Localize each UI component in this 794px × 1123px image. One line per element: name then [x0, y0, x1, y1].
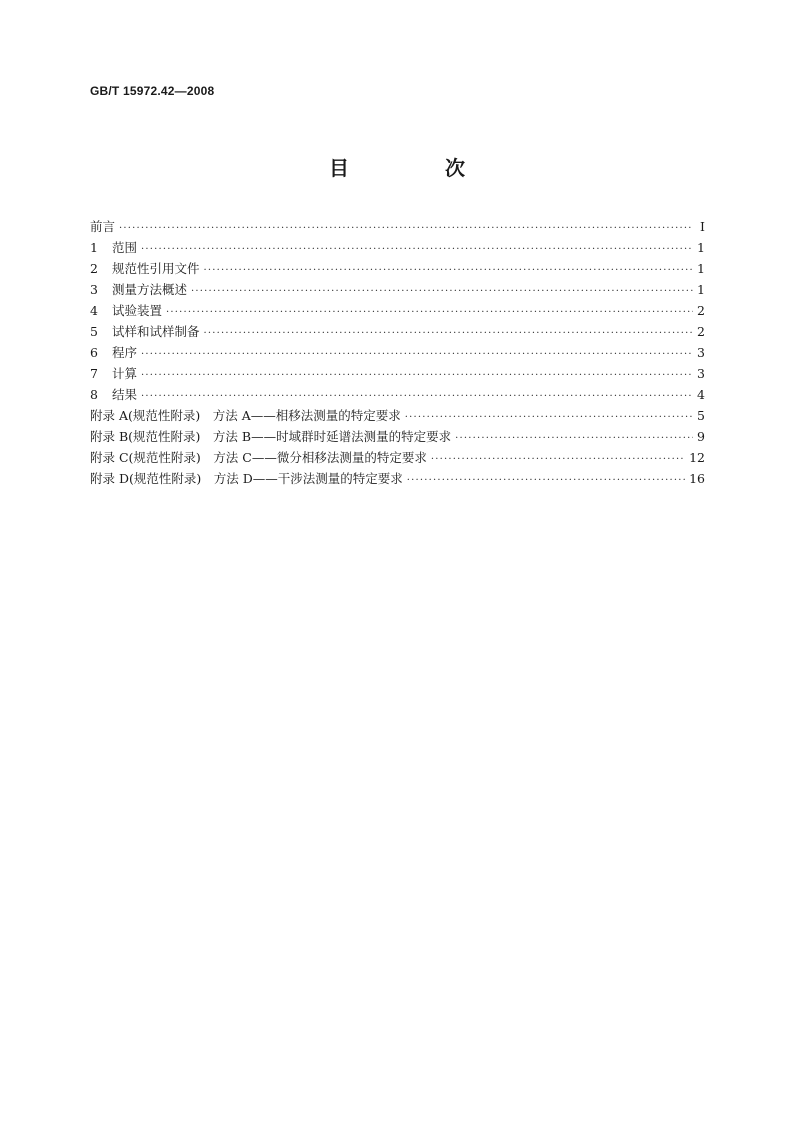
- toc-entry-label: 测量方法概述: [112, 282, 188, 297]
- dot-leader: [166, 302, 693, 323]
- toc-entry-page: 1: [697, 282, 705, 297]
- toc-entry-page: 9: [697, 429, 705, 444]
- toc-entry-annex-a[interactable]: [90, 405, 705, 426]
- toc-entry-calculation[interactable]: [90, 363, 705, 384]
- dot-leader: [204, 323, 693, 344]
- toc-entry-page: Ⅰ: [700, 219, 705, 234]
- dot-leader: [191, 281, 693, 302]
- toc-entry-page: 1: [697, 240, 705, 255]
- dot-leader: [405, 407, 693, 428]
- toc-entry-method-overview[interactable]: [90, 279, 705, 300]
- dot-leader: [455, 428, 693, 449]
- toc-entry-number: 5: [90, 324, 98, 339]
- toc-entry-annex-d[interactable]: [90, 468, 705, 489]
- toc-entry-label: 范围: [112, 240, 138, 255]
- toc-entry-label: 试样和试样制备: [112, 324, 200, 339]
- toc-entry-scope[interactable]: [90, 237, 705, 258]
- toc-entry-label: 程序: [112, 345, 138, 360]
- toc-entry-number: 4: [90, 303, 98, 318]
- toc-entry-number: 8: [90, 387, 98, 402]
- toc-entry-label: 结果: [112, 387, 138, 402]
- toc-entry-page: 5: [697, 408, 705, 423]
- toc-entry-annex-b[interactable]: [90, 426, 705, 447]
- toc-entry-apparatus[interactable]: [90, 300, 705, 321]
- dot-leader: [407, 470, 685, 491]
- toc-entry-label: 试验装置: [112, 303, 163, 318]
- toc-entry-foreword[interactable]: [90, 216, 705, 237]
- toc-entry-number: 1: [90, 240, 98, 255]
- standard-code: GB/T 15972.42—2008: [90, 84, 215, 98]
- dot-leader: [141, 386, 693, 407]
- toc-entry-page: 3: [697, 345, 705, 360]
- toc-entry-page: 16: [689, 471, 705, 486]
- toc-entry-results[interactable]: [90, 384, 705, 405]
- dot-leader: [141, 239, 693, 260]
- toc-entry-number: 3: [90, 282, 98, 297]
- toc-entry-label: 附录 A(规范性附录) 方法 A——相移法测量的特定要求: [90, 408, 401, 423]
- dot-leader: [141, 365, 693, 386]
- toc-entry-page: 2: [697, 324, 705, 339]
- toc-entry-page: 1: [697, 261, 705, 276]
- toc-entry-page: 2: [697, 303, 705, 318]
- toc-entry-label: 附录 C(规范性附录) 方法 C——微分相移法测量的特定要求: [90, 450, 427, 465]
- toc-entry-label: 规范性引用文件: [112, 261, 200, 276]
- toc-entry-label: 前言: [90, 219, 116, 234]
- toc-entry-page: 3: [697, 366, 705, 381]
- page-title: 目 次: [329, 156, 503, 180]
- dot-leader: [141, 344, 693, 365]
- toc-entry-label: 附录 B(规范性附录) 方法 B——时域群时延谱法测量的特定要求: [90, 429, 452, 444]
- toc-entry-label: 计算: [112, 366, 138, 381]
- toc-entry-number: 2: [90, 261, 98, 276]
- toc-entry-label: 附录 D(规范性附录) 方法 D——干涉法测量的特定要求: [90, 471, 403, 486]
- dot-leader: [119, 218, 693, 239]
- toc-entry-number: 6: [90, 345, 98, 360]
- toc-entry-annex-c[interactable]: [90, 447, 705, 468]
- table-of-contents: [90, 216, 705, 489]
- toc-entry-procedure[interactable]: [90, 342, 705, 363]
- dot-leader: [431, 449, 685, 470]
- toc-entry-number: 7: [90, 366, 98, 381]
- toc-entry-page: 12: [689, 450, 705, 465]
- toc-entry-normative-references[interactable]: [90, 258, 705, 279]
- dot-leader: [204, 260, 693, 281]
- toc-entry-page: 4: [697, 387, 705, 402]
- toc-entry-sample-preparation[interactable]: [90, 321, 705, 342]
